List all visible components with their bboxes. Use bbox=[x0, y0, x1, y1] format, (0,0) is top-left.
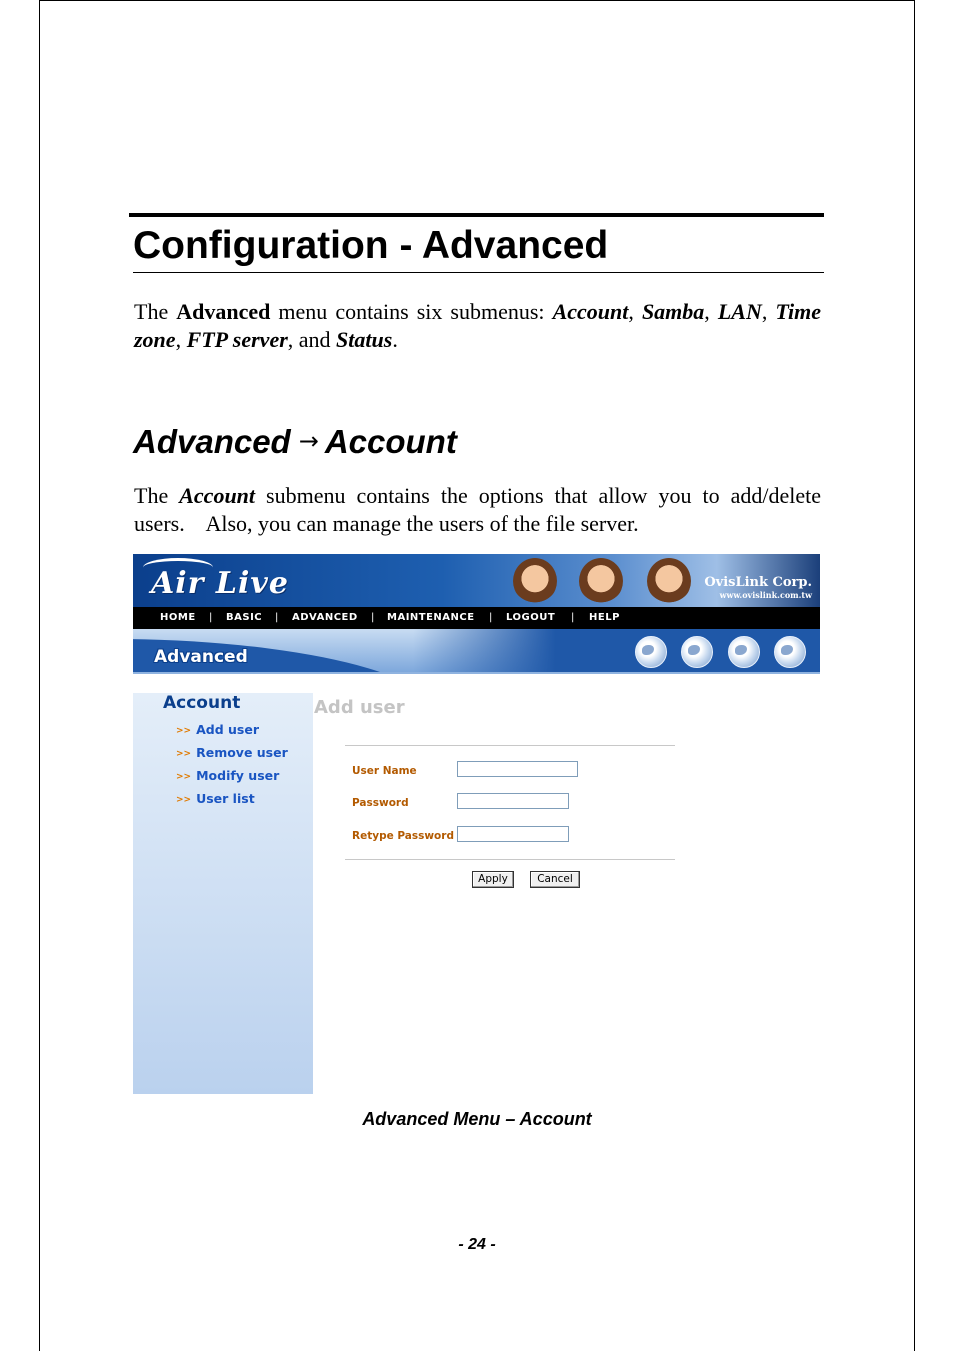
form-divider bbox=[345, 745, 675, 746]
term-lan: LAN bbox=[717, 299, 762, 324]
sidebar-item-add-user[interactable]: >> Add user bbox=[176, 722, 259, 737]
retype-password-input[interactable] bbox=[457, 826, 569, 842]
sidebar-item-user-list[interactable]: >> User list bbox=[176, 791, 255, 806]
company-logo: OvisLink Corp. www.ovislink.com.tw bbox=[704, 575, 812, 600]
double-chevron-icon: >> bbox=[176, 726, 192, 736]
section-heading: Advanced → Account bbox=[133, 423, 457, 460]
nav-advanced[interactable]: ADVANCED bbox=[292, 612, 358, 623]
children-photo bbox=[503, 554, 703, 607]
nav-basic[interactable]: BASIC bbox=[226, 612, 263, 623]
globe-icon bbox=[681, 636, 713, 668]
globe-icon bbox=[728, 636, 760, 668]
term-timezone: Time zone bbox=[134, 299, 822, 352]
page-title: Configuration - Advanced bbox=[133, 222, 824, 273]
double-chevron-icon: >> bbox=[176, 749, 192, 759]
nav-logout[interactable]: LOGOUT bbox=[506, 612, 556, 623]
sidebar-item-remove-user[interactable]: >> Remove user bbox=[176, 745, 288, 760]
router-ui-screenshot bbox=[133, 554, 820, 1094]
intro-paragraph: The Advanced menu contains six submenus: Account, Samba, LAN, Time zone, FTP server, and Status. bbox=[134, 299, 822, 352]
term-status: Status bbox=[336, 327, 393, 352]
section-label: Advanced bbox=[154, 647, 248, 667]
cancel-button[interactable]: Cancel bbox=[530, 871, 580, 888]
term-advanced: Advanced bbox=[176, 299, 271, 324]
nav-home[interactable]: HOME bbox=[160, 612, 196, 623]
brand-banner bbox=[133, 554, 820, 607]
top-nav: HOME | BASIC | ADVANCED | MAINTENANCE | LOGOUT | HELP bbox=[133, 607, 820, 629]
arrow-right-icon: → bbox=[298, 427, 319, 455]
figure-caption: Advanced Menu – Account bbox=[362, 1109, 592, 1129]
form-title: Add user bbox=[314, 697, 405, 718]
term-ftp: FTP server bbox=[186, 327, 288, 352]
retype-password-label: Retype Password bbox=[352, 830, 454, 842]
user-name-input[interactable] bbox=[457, 761, 578, 777]
password-input[interactable] bbox=[457, 793, 569, 809]
user-name-label: User Name bbox=[352, 765, 417, 777]
sidebar-title: Account bbox=[163, 693, 241, 713]
airlive-logo: Air Live bbox=[151, 566, 289, 601]
apply-button[interactable]: Apply bbox=[472, 871, 514, 888]
heading-top-rule bbox=[129, 213, 824, 217]
nav-maintenance[interactable]: MAINTENANCE bbox=[387, 612, 475, 623]
section-paragraph: The Account submenu contains the options that allow you to add/delete users. Also, you can manage the users of the file server. bbox=[134, 483, 822, 536]
double-chevron-icon: >> bbox=[176, 772, 192, 782]
globe-icon bbox=[774, 636, 806, 668]
page-number: - 24 - bbox=[458, 1236, 496, 1253]
password-label: Password bbox=[352, 797, 409, 809]
sidebar-item-modify-user[interactable]: >> Modify user bbox=[176, 768, 280, 783]
nav-help[interactable]: HELP bbox=[589, 612, 620, 623]
term-samba: Samba bbox=[641, 299, 705, 324]
form-divider bbox=[345, 859, 675, 860]
double-chevron-icon: >> bbox=[176, 795, 192, 805]
globe-icon bbox=[635, 636, 667, 668]
term-account: Account bbox=[552, 299, 629, 324]
